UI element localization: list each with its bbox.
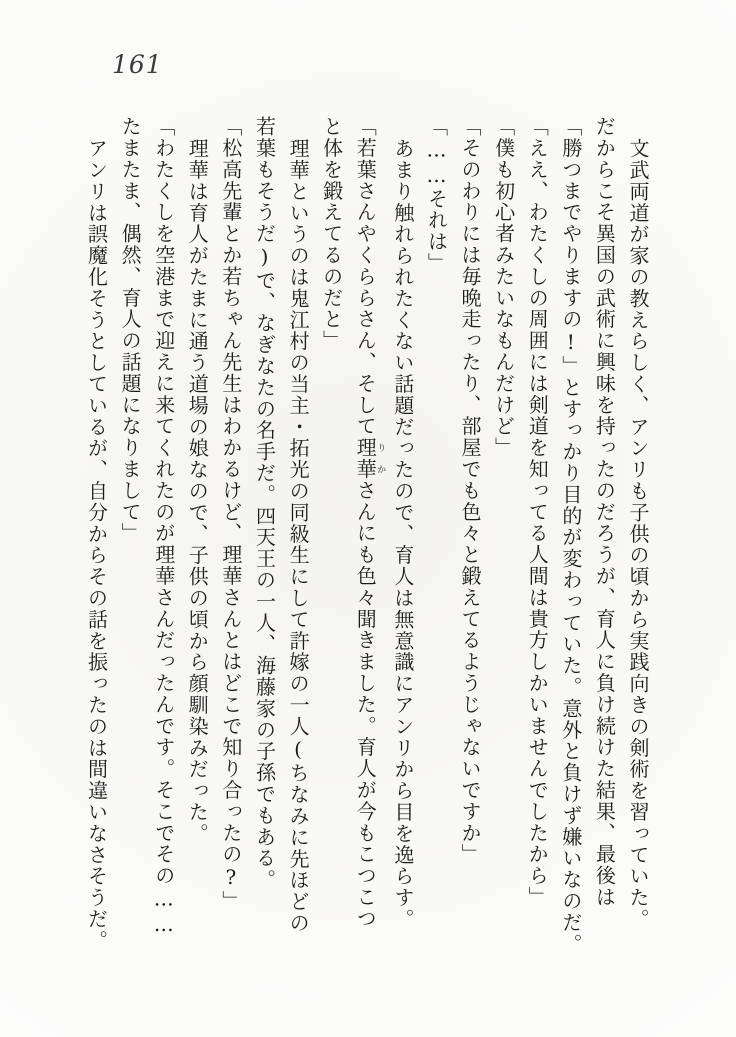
text-line: たまたま、偶然、育人の話題になりまして」 xyxy=(118,116,143,544)
text-columns xyxy=(79,116,654,958)
text-line: 理華というのは鬼江村の当主・拓光の同級生にして許嫁の一人(ちなみに先ほどの xyxy=(286,137,311,934)
text-line: アンリは誤魔化そうとしているが、自分からその話を振ったのは間違いなさそうだ。 xyxy=(84,137,109,951)
text-line: 「若葉さんやくららさん、そして理華りかさんにも色々聞きました。育人が今もこつこつ xyxy=(353,116,386,930)
text-line: だからこそ異国の武術に興味を持ったのだろうが、育人に負け続けた結果、最後は xyxy=(592,116,617,908)
text-line: 「そのわりには毎晩走ったり、部屋でも色々と鍛えてるようじゃないですか」 xyxy=(458,116,483,865)
text-line: と体を鍛えてるのだと」 xyxy=(319,116,344,352)
text-line: 「勝つまでやりますの!」とすっかり目的が変わっていた。意外と負けず嫌いなのだ。 xyxy=(558,116,583,955)
text-line: 「……それは」 xyxy=(424,116,449,274)
text-line: 「ええ、わたくしの周囲には剣道を知ってる人間は貴方しかいませんでしたから」 xyxy=(525,116,550,908)
text-line: 「僕も初心者みたいなもんだけど」 xyxy=(491,116,516,459)
ruby-annotated-word: 理華りか xyxy=(353,437,386,480)
page-number: 161 xyxy=(112,50,163,79)
text-line: あまり触れられたくない話題だったので、育人は無意識にアンリから目を逸らす。 xyxy=(390,137,415,930)
text-line: 「わたくしを空港まで迎えに来てくれたのが理華さんだったんです。そこでその…… xyxy=(151,116,176,938)
text-line: 「松高先輩とか若ちゃん先生はわかるけど、理華さんとはどこで知り合ったの?」 xyxy=(218,116,243,912)
text-line: 理華は育人がたまに通う道場の娘なので、子供の頃から顔馴染みだった。 xyxy=(185,137,210,844)
furigana: りか xyxy=(375,437,386,480)
text-line: 文武両道が家の教えらしく、アンリも子供の頃から実践向きの剣術を習っていた。 xyxy=(626,137,650,930)
text-line: 若葉もそうだ)で、なぎなたの名手だ。四天王の一人、海藤家の子孫でもある。 xyxy=(252,116,277,891)
